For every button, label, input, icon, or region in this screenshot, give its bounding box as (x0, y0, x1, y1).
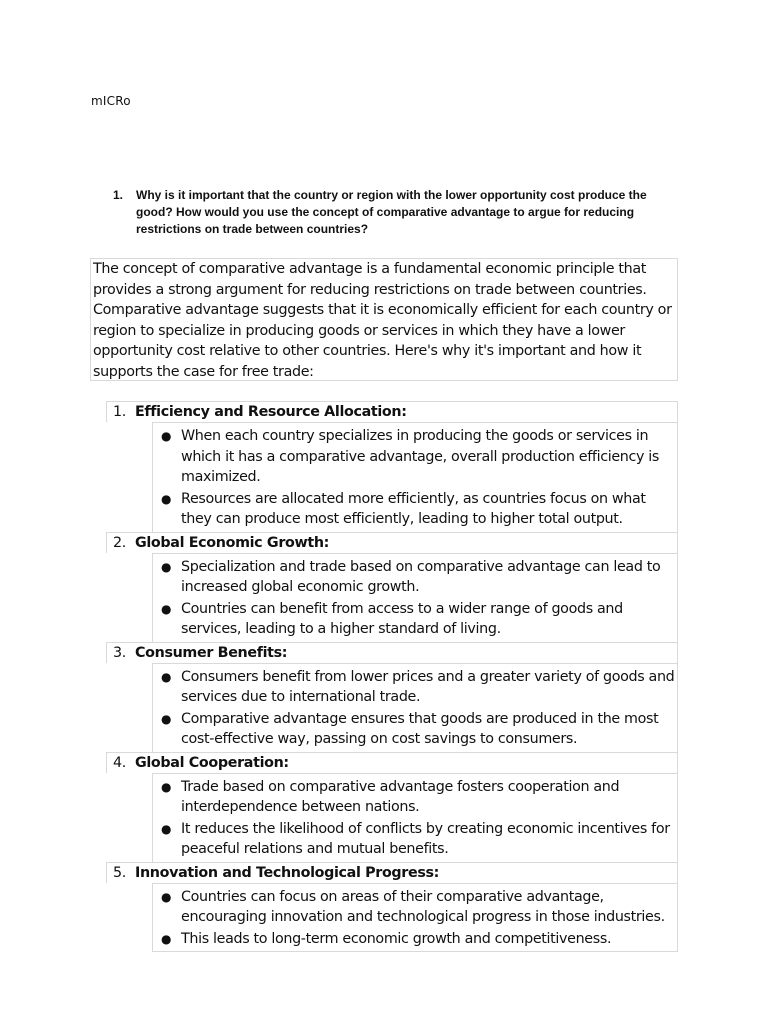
bullet-icon: ● (161, 559, 172, 574)
sub-list-item-text: When each country specializes in producing the goods or services in which it has a comparative advantage, overall production efficiency is maximized. (181, 428, 660, 485)
sub-list-item-text: Comparative advantage ensures that goods are produced in the most cost-effective way, passing on cost savings to consumers. (181, 710, 659, 747)
list-item-number: 3. (113, 644, 126, 661)
list-item-number: 5. (113, 864, 126, 881)
list-item-number: 4. (113, 754, 126, 771)
sub-list (152, 663, 678, 752)
points-list (106, 401, 678, 952)
bullet-icon: ● (161, 429, 172, 443)
bullet-icon: ● (161, 601, 172, 616)
bullet-icon: ● (161, 711, 172, 726)
list-item-title: Innovation and Technological Progress: (135, 864, 440, 881)
sub-list-item (153, 667, 677, 708)
sub-list (152, 883, 678, 953)
question-number: 1. (113, 188, 124, 202)
sub-list-item-text: Countries can focus on areas of their comparative advantage, encouraging innovation and technological progress in those industries. (181, 888, 665, 925)
sub-list-item-text: Trade based on comparative advantage fosters cooperation and interdependence between nations. (181, 778, 620, 815)
sub-list-item (153, 599, 677, 640)
sub-list-item (153, 929, 677, 950)
sub-list-item-text: This leads to long-term economic growth and competitiveness. (181, 930, 612, 947)
bullet-icon: ● (161, 669, 172, 684)
list-item-heading (106, 642, 678, 663)
list-item-title: Efficiency and Resource Allocation: (135, 404, 407, 420)
list-item-title: Global Economic Growth: (135, 534, 330, 551)
sub-list-item-text: Countries can benefit from access to a wider range of goods and services, leading to a higher standard of living. (181, 600, 623, 637)
list-item-heading (106, 532, 678, 553)
list-item-number: 1. (113, 404, 126, 420)
bullet-icon: ● (161, 491, 172, 506)
list-item-heading (106, 752, 678, 773)
sub-list-item-text: Consumers benefit from lower prices and a greater variety of goods and services due to international trade. (181, 668, 675, 705)
question-text: Why is it important that the country or region with the lower opportunity cost produce the good? How would you use the concept of comparative advantage to argue for reducing restrictions on trade between countries? (136, 188, 647, 236)
sub-list (152, 553, 678, 642)
document-header: mICRo (91, 94, 131, 108)
sub-list-item-text: Specialization and trade based on comparative advantage can lead to increased global economic growth. (181, 558, 661, 595)
list-item-number: 2. (113, 534, 126, 551)
sub-list-item (153, 709, 677, 750)
bullet-icon: ● (161, 889, 172, 904)
bullet-icon: ● (161, 931, 172, 946)
sub-list-item (153, 557, 677, 598)
list-item-title: Consumer Benefits: (135, 644, 288, 661)
sub-list (152, 773, 678, 862)
question-1 (113, 187, 673, 238)
intro-paragraph: The concept of comparative advantage is a fundamental economic principle that provides a strong argument for reducing restrictions on trade between countries. Comparative advantage suggests that it is economically efficient for each country or region to specialize in producing goods or services in which they have a lower opportunity cost relative to other countries. Here's why it's important and how it supports the case for free trade: (90, 258, 678, 381)
sub-list (152, 422, 678, 532)
sub-list-item (153, 819, 677, 860)
sub-list-item (153, 426, 677, 488)
list-item-heading (106, 401, 678, 422)
sub-list-item-text: It reduces the likelihood of conflicts by creating economic incentives for peaceful relations and mutual benefits. (181, 820, 670, 857)
bullet-icon: ● (161, 779, 172, 794)
sub-list-item-text: Resources are allocated more efficiently, as countries focus on what they can produce most efficiently, leading to higher total output. (181, 490, 646, 527)
list-item-heading (106, 862, 678, 883)
list-item-title: Global Cooperation: (135, 754, 289, 771)
sub-list-item (153, 887, 677, 928)
bullet-icon: ● (161, 821, 172, 836)
sub-list-item (153, 777, 677, 818)
sub-list-item (153, 489, 677, 530)
